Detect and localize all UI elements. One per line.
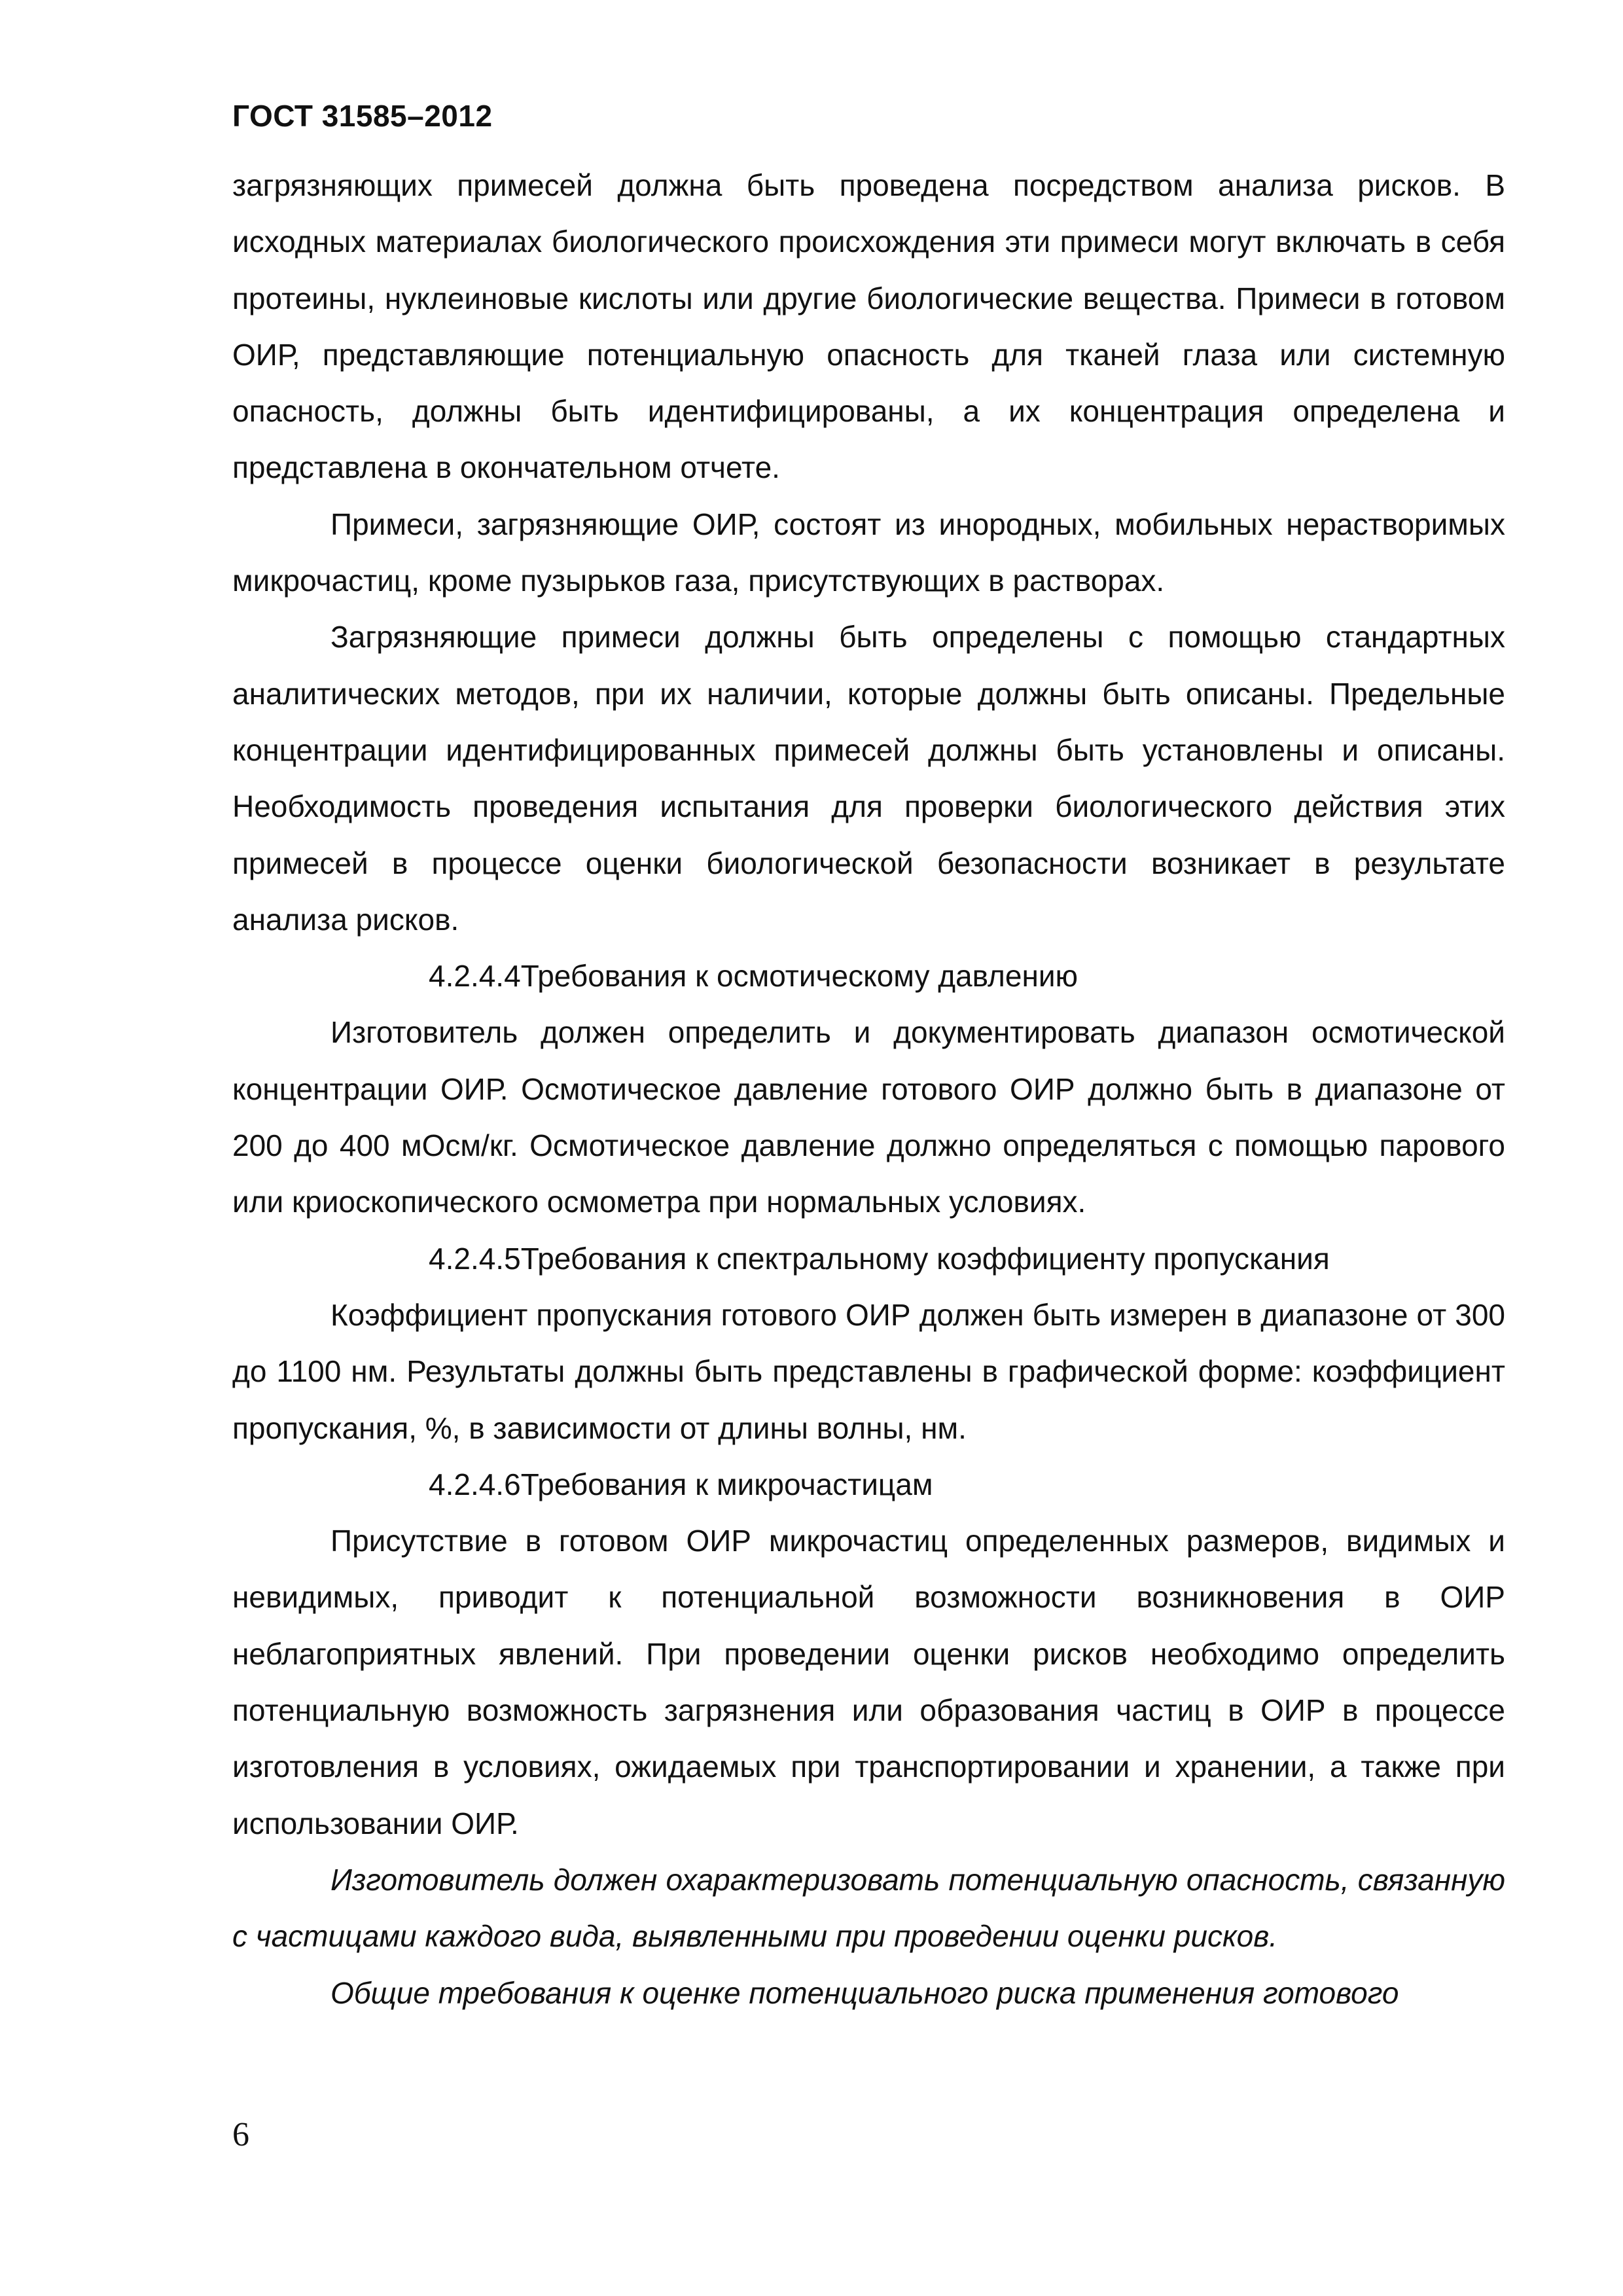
section-heading-4-2-4-6 bbox=[232, 1456, 1505, 1513]
paragraph-5: Коэффициент пропускания готового ОИР должен быть измерен в диапазоне от 300 до 1100 нм. Результаты должны быть представлены в графической форме: коэффициент пропускания, %, в зависимости от длины волны, нм. bbox=[232, 1297, 1505, 1445]
paragraph-3: Загрязняющие примеси должны быть определены с помощью стандартных аналитических методов, при их наличии, которые должны быть описаны. Предельные концентрации идентифицированных примесей должны быть установлены и описаны. Необходимость проведения испытания для проверки биологического действия этих примесей в процессе оценки биологической безопасности возникает в результате анализа рисков. bbox=[232, 620, 1505, 937]
section-title: Требования к микрочастицам bbox=[520, 1467, 933, 1501]
paragraph-6: Присутствие в готовом ОИР микрочастиц определенных размеров, видимых и невидимых, приводит к потенциальной возможности возникновения в ОИР неблагоприятных явлений. При проведении оценки рисков необходимо определить потенциальную возможность загрязнения или образования частиц в ОИР в процессе изготовления в условиях, ожидаемых при транспортировании и хранении, а также при использовании ОИР. bbox=[232, 1524, 1505, 1840]
section-heading-4-2-4-4 bbox=[232, 948, 1505, 1004]
page-body bbox=[232, 157, 1505, 2021]
section-title: Требования к спектральному коэффициенту пропускания bbox=[520, 1241, 1330, 1276]
paragraph-8-italic: Общие требования к оценке потенциального риска применения готового bbox=[330, 1975, 1399, 2010]
paragraph-1: загрязняющих примесей должна быть проведена посредством анализа рисков. В исходных материалах биологического происхождения эти примеси могут включать в себя протеины, нуклеиновые кислоты или другие биологические вещества. Примеси в готовом ОИР, представляющие потенциальную опасность для тканей глаза или системную опасность, должны быть идентифицированы, а их концентрация определена и представлена в окончательном отчете. bbox=[232, 168, 1505, 485]
page-number: 6 bbox=[232, 2116, 249, 2153]
section-number: 4.2.4.6 bbox=[429, 1467, 521, 1501]
section-number: 4.2.4.4 bbox=[429, 959, 521, 994]
section-title: Требования к осмотическому давлению bbox=[520, 959, 1079, 994]
paragraph-7-italic: Изготовитель должен охарактеризовать потенциальную опасность, связанную с частицами каждого вида, выявленными при проведении оценки рисков. bbox=[232, 1862, 1505, 1954]
paragraph-2: Примеси, загрязняющие ОИР, состоят из инородных, мобильных нерастворимых микрочастиц, кроме пузырьков газа, присутствующих в растворах. bbox=[232, 507, 1505, 598]
section-number: 4.2.4.5 bbox=[429, 1241, 521, 1276]
section-heading-4-2-4-5 bbox=[232, 1230, 1505, 1287]
document-header: ГОСТ 31585–2012 bbox=[232, 99, 493, 133]
paragraph-4: Изготовитель должен определить и документировать диапазон осмотической концентрации ОИР. Осмотическое давление готового ОИР должно быть в диапазоне от 200 до 400 мОсм/кг. Осмотическое давление должно определяться с помощью парового или криоскопического осмометра при нормальных условиях. bbox=[232, 1015, 1505, 1219]
